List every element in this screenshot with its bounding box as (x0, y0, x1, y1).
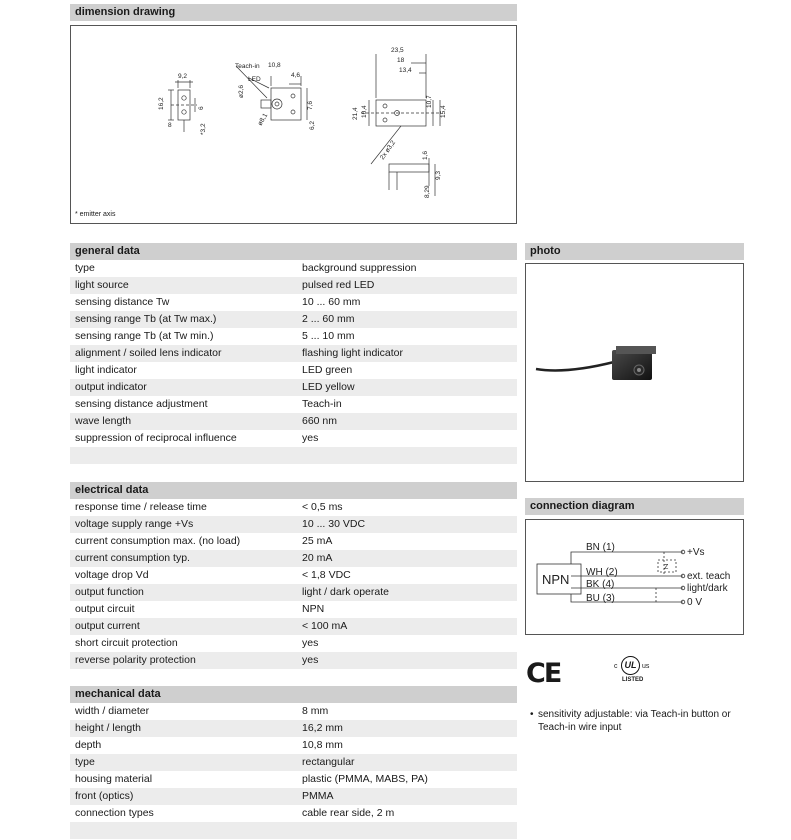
row-key: width / diameter (75, 705, 150, 717)
z-label: Z (664, 564, 669, 571)
dim-2x-3-2: 2x ø3,2 (378, 139, 398, 162)
row-key: sensing distance Tw (75, 296, 170, 308)
vs-label: +Vs (687, 547, 705, 558)
dim-3-2: *3,2 (200, 123, 207, 135)
dim-7-6: 7,6 (307, 100, 314, 110)
table-row (70, 720, 517, 737)
emitter-axis-footnote: * emitter axis (75, 211, 116, 218)
dim-9-3: 9,3 (435, 170, 442, 180)
row-key: light indicator (75, 364, 137, 376)
ext-teach-label: ext. teach (687, 571, 731, 582)
table-row (70, 584, 517, 601)
row-value: background suppression (302, 262, 417, 274)
table-row (70, 516, 517, 533)
dim-8-29: 8,29 (424, 185, 431, 198)
row-key: reverse polarity protection (75, 654, 196, 666)
row-value: flashing light indicator (302, 347, 403, 359)
connection-diagram-title: connection diagram (530, 500, 635, 512)
table-row (70, 567, 517, 584)
row-key: type (75, 756, 95, 768)
dim-2-6: ø2,6 (238, 84, 245, 98)
row-key: output indicator (75, 381, 147, 393)
table-row (70, 788, 517, 805)
row-value: 25 mA (302, 535, 333, 547)
table-row (70, 533, 517, 550)
row-key: voltage drop Vd (75, 569, 149, 581)
connection-diagram-box (525, 519, 744, 635)
row-key: output current (75, 620, 140, 632)
row-key: depth (75, 739, 102, 751)
electrical-data-header (70, 482, 517, 499)
row-key: type (75, 262, 95, 274)
row-value: PMMA (302, 790, 334, 802)
dim-4-6: 4,6 (291, 72, 301, 79)
row-value: yes (302, 637, 319, 649)
general-data-table (70, 260, 517, 464)
dimension-drawing-box (70, 25, 517, 224)
row-key: front (optics) (75, 790, 134, 802)
dim-21-4: 21,4 (352, 107, 359, 120)
photo-title: photo (530, 245, 561, 257)
wire-bk-label: BK (4) (586, 579, 615, 590)
row-key: current consumption max. (no load) (75, 535, 241, 547)
connection-diagram-header (525, 498, 744, 515)
table-row-empty (70, 669, 517, 686)
note-item (530, 708, 740, 734)
row-value: 20 mA (302, 552, 333, 564)
table-row (70, 550, 517, 567)
dimension-drawing-header (70, 4, 517, 21)
row-value: LED yellow (302, 381, 355, 393)
row-key: sensing distance adjustment (75, 398, 208, 410)
table-row (70, 430, 517, 447)
wire-bn-label: BN (1) (586, 542, 615, 553)
ul-text: UL (624, 660, 637, 670)
notes-list (530, 708, 740, 734)
table-row (70, 311, 517, 328)
table-row (70, 635, 517, 652)
light-dark-label: light/dark (687, 583, 728, 594)
row-key: voltage supply range +Vs (75, 518, 194, 530)
dimension-drawing-title: dimension drawing (75, 6, 176, 18)
row-value: 2 ... 60 mm (302, 313, 355, 325)
row-key: sensing range Tb (at Tw max.) (75, 313, 217, 325)
row-value: 10 ... 30 VDC (302, 518, 366, 530)
dim-23-5: 23,5 (391, 47, 404, 54)
dim-9-2: 9,2 (178, 73, 188, 80)
table-row (70, 499, 517, 516)
row-value: cable rear side, 2 m (302, 807, 395, 819)
row-value: NPN (302, 603, 325, 615)
dim-10-7: 10,7 (426, 95, 433, 108)
row-key: output function (75, 586, 144, 598)
table-row (70, 754, 517, 771)
row-value: yes (302, 432, 319, 444)
dim-15-4: 15,4 (440, 105, 447, 118)
general-data-title: general data (75, 245, 140, 257)
row-key: connection types (75, 807, 154, 819)
row-key: sensing range Tb (at Tw min.) (75, 330, 214, 342)
row-key: suppression of reciprocal influence (75, 432, 237, 444)
row-value: 660 nm (302, 415, 338, 427)
ul-listed-logo (614, 656, 662, 690)
row-key: current consumption typ. (75, 552, 190, 564)
teach-in-label: Teach-in (235, 63, 260, 70)
mechanical-data-table (70, 703, 517, 839)
ul-c-text: c (614, 663, 618, 670)
ul-us-text: us (642, 663, 650, 670)
table-row (70, 652, 517, 669)
table-row (70, 396, 517, 413)
row-value: plastic (PMMA, MABS, PA) (302, 773, 428, 785)
row-value: < 100 mA (302, 620, 348, 632)
row-value: 5 ... 10 mm (302, 330, 355, 342)
note-text: sensitivity adjustable: via Teach-in button or Teach-in wire input (538, 709, 731, 733)
sensor-photo (526, 264, 743, 481)
photo-box (525, 263, 744, 482)
table-row (70, 379, 517, 396)
wire-wh-label: WH (2) (586, 567, 618, 578)
row-value: Teach-in (302, 398, 342, 410)
row-key: housing material (75, 773, 153, 785)
dim-6: 6 (198, 106, 205, 110)
photo-header (525, 243, 744, 260)
dim-10-4: 10,4 (361, 105, 368, 118)
side-view-body (271, 88, 301, 120)
dim-1-6: 1,6 (422, 150, 429, 160)
dim-8-1: ø8,1 (256, 112, 270, 127)
dim-18: 18 (397, 57, 405, 64)
bullet-icon: • (530, 709, 534, 720)
row-value: LED green (302, 364, 353, 376)
ul-listed-text: LISTED (622, 677, 644, 683)
led-label: LED (248, 76, 261, 83)
ce-mark: CE (526, 658, 561, 689)
row-value: light / dark operate (302, 586, 389, 598)
mechanical-data-title: mechanical data (75, 688, 161, 700)
row-value: 16,2 mm (302, 722, 343, 734)
row-value: 10 ... 60 mm (302, 296, 361, 308)
npn-label: NPN (542, 572, 570, 587)
table-row-empty (70, 822, 517, 839)
row-value: rectangular (302, 756, 355, 768)
table-row (70, 277, 517, 294)
row-value: pulsed red LED (302, 279, 375, 291)
general-data-header (70, 243, 517, 260)
table-row (70, 362, 517, 379)
dim-13-4: 13,4 (399, 67, 412, 74)
row-key: alignment / soiled lens indicator (75, 347, 222, 359)
row-key: response time / release time (75, 501, 207, 513)
row-value: < 1,8 VDC (302, 569, 351, 581)
dimension-drawing (71, 26, 516, 223)
zero-volt-label: 0 V (687, 597, 703, 608)
table-row (70, 703, 517, 720)
dim-10-8: 10,8 (268, 62, 281, 69)
table-row (70, 413, 517, 430)
row-value: yes (302, 654, 319, 666)
table-row (70, 345, 517, 362)
row-key: output circuit (75, 603, 135, 615)
wiring-diagram (526, 520, 743, 634)
table-row (70, 260, 517, 277)
table-row-empty (70, 447, 517, 464)
table-row (70, 771, 517, 788)
row-key: light source (75, 279, 129, 291)
table-row (70, 618, 517, 635)
table-row (70, 328, 517, 345)
row-value: < 0,5 ms (302, 501, 343, 513)
row-key: wave length (75, 415, 132, 427)
bottom-view-body (389, 164, 429, 172)
table-row (70, 601, 517, 618)
dim-16-2: 16,2 (158, 97, 165, 110)
row-value: 10,8 mm (302, 739, 343, 751)
ul-circle-icon (621, 656, 640, 675)
electrical-data-table (70, 499, 517, 686)
row-value: 8 mm (302, 705, 329, 717)
row-key: height / length (75, 722, 141, 734)
dim-8: 8 (168, 122, 172, 129)
wire-bu-label: BU (3) (586, 593, 615, 604)
table-row (70, 737, 517, 754)
mechanical-data-header (70, 686, 517, 703)
dim-6-2: 6,2 (309, 120, 316, 130)
table-row (70, 805, 517, 822)
electrical-data-title: electrical data (75, 484, 149, 496)
table-row (70, 294, 517, 311)
row-key: short circuit protection (75, 637, 178, 649)
